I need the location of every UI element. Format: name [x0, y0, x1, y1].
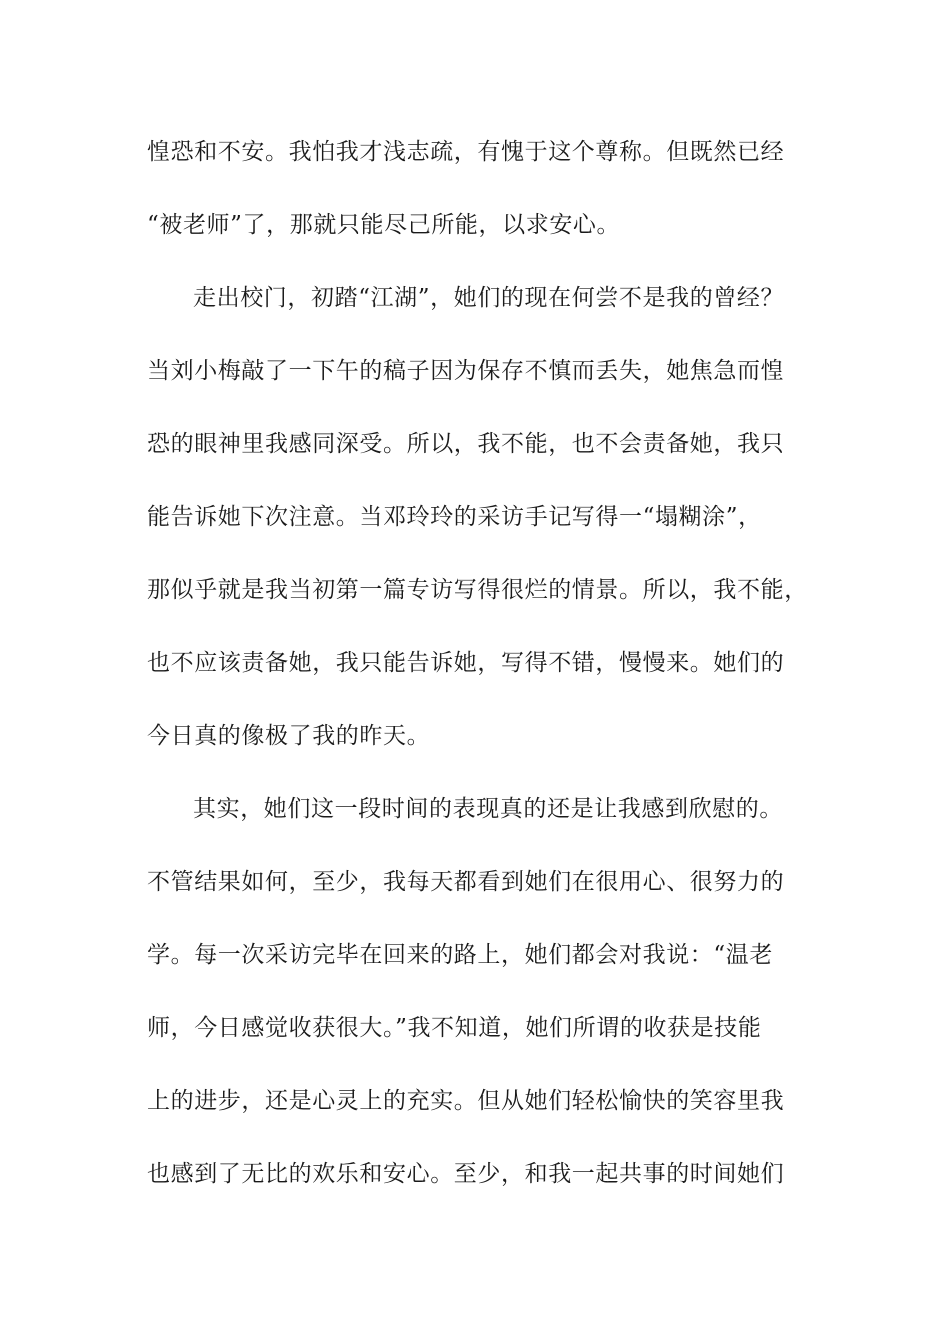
text-line: 惶恐和不安。我怕我才浅志疏，有愧于这个尊称。但既然已经 — [147, 139, 785, 165]
text-line: 能告诉她下次注意。当邓玲玲的采访手记写得一“塌糊涂”， — [147, 504, 762, 530]
body-text — [147, 130, 808, 1225]
text-line: 也不应该责备她，我只能告诉她，写得不错，慢慢来。她们的 — [147, 650, 785, 676]
text-line: 学。每一次采访完毕在回来的路上，她们都会对我说：“温老 — [147, 942, 773, 968]
paragraph-start-line: 其实，她们这一段时间的表现真的还是让我感到欣慰的。 — [193, 796, 783, 822]
text-line: 当刘小梅敲了一下午的稿子因为保存不慎而丢失，她焦急而惶 — [147, 358, 785, 384]
paragraph-start-line: 走出校门，初踏“江湖”，她们的现在何尝不是我的曾经？ — [193, 285, 785, 311]
text-line: 今日真的像极了我的昨天。 — [147, 723, 431, 749]
text-line: 上的进步，还是心灵上的充实。但从她们轻松愉快的笑容里我 — [147, 1088, 785, 1114]
text-line: 也感到了无比的欢乐和安心。至少，和我一起共事的时间她们 — [147, 1161, 785, 1187]
text-line: 恐的眼神里我感同深受。所以，我不能，也不会责备她，我只 — [147, 431, 785, 457]
text-line: 不管结果如何，至少，我每天都看到她们在很用心、很努力的 — [147, 869, 785, 895]
text-line: 那似乎就是我当初第一篇专访写得很烂的情景。所以，我不能， — [147, 577, 808, 603]
text-line: “被老师”了，那就只能尽己所能，以求安心。 — [147, 212, 621, 238]
text-line: 师，今日感觉收获很大。”我不知道，她们所谓的收获是技能 — [147, 1015, 762, 1041]
